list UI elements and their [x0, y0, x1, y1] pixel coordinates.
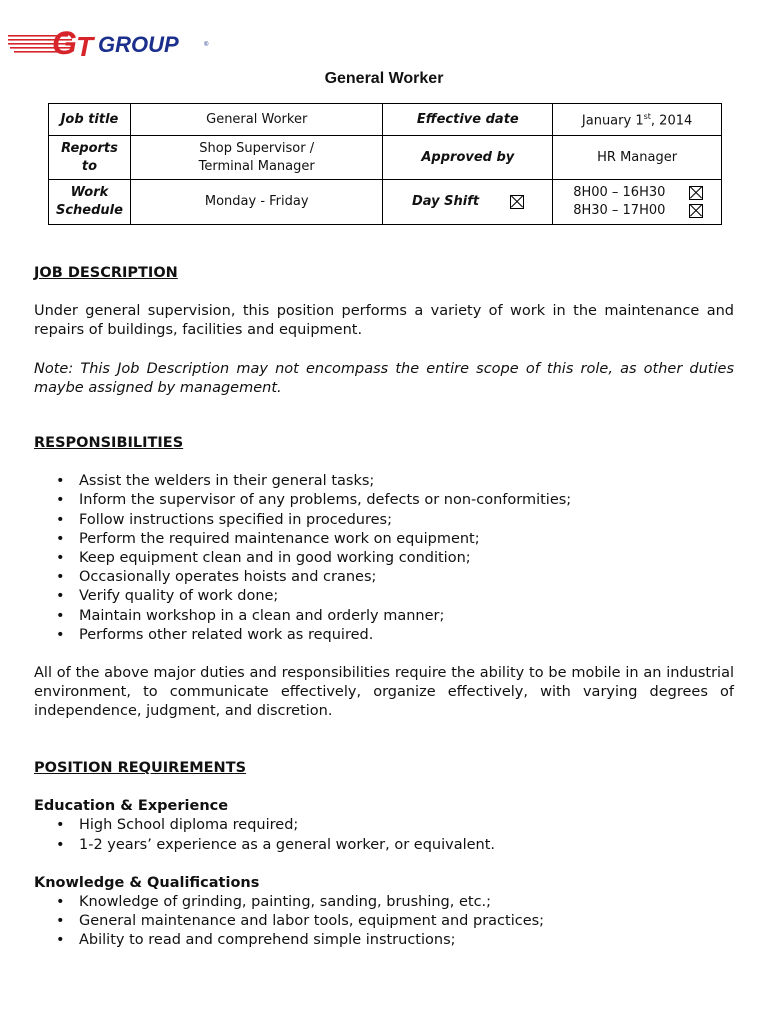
job-description-heading: JOB DESCRIPTION: [34, 265, 178, 281]
svg-text:®: ®: [204, 42, 209, 48]
effective-date-year: , 2014: [650, 113, 693, 129]
table-row: [49, 136, 722, 180]
responsibilities-heading: RESPONSIBILITIES: [34, 435, 184, 451]
approved-by-label: Approved by: [383, 136, 553, 180]
list-item: • Maintain workshop in a clean and orderly manner;: [34, 607, 734, 626]
responsibilities-summary: All of the above major duties and responsibilities require the ability to be mobile in an industrial environment, to communicate effectively, organize effectively, with varying degrees of independence, judgment, and discretion.: [34, 665, 734, 720]
position-requirements-section: [34, 759, 734, 951]
responsibilities-section: [34, 434, 734, 722]
job-description-section: [34, 264, 734, 398]
effective-date-value: January 1: [581, 113, 644, 129]
company-logo: [6, 24, 212, 64]
education-heading: Education & Experience: [34, 798, 229, 815]
document-title: General Worker: [324, 70, 444, 87]
knowledge-list: [34, 893, 734, 951]
shift-1-checkbox[interactable]: [689, 186, 703, 200]
list-item: • High School diploma required;: [34, 816, 734, 835]
shift-times-cell: [553, 180, 722, 225]
list-item: • Performs other related work as required.: [34, 626, 734, 645]
position-requirements-heading: POSITION REQUIREMENTS: [34, 760, 247, 776]
approved-by-value: HR Manager: [553, 136, 722, 180]
svg-text:GROUP: GROUP: [98, 32, 179, 57]
list-item: • Ability to read and comprehend simple instructions;: [34, 931, 734, 950]
shift-option-1: [557, 184, 717, 202]
shift-2-label: 8H30 – 17H00: [573, 203, 666, 218]
work-schedule-label-line1: Work: [70, 185, 109, 200]
reports-to-label: Reports to: [49, 136, 131, 180]
table-row: [49, 180, 722, 225]
day-shift-checkbox[interactable]: [510, 195, 524, 209]
shift-option-2: [557, 202, 717, 220]
knowledge-heading: Knowledge & Qualifications: [34, 874, 260, 891]
effective-date-sup: st: [643, 112, 651, 122]
day-shift-cell: [383, 180, 553, 225]
job-description-note: Note: This Job Description may not encompass the entire scope of this role, as other duties maybe assigned by management.: [34, 360, 734, 396]
work-schedule-label: [49, 180, 131, 225]
list-item: • Inform the supervisor of any problems, defects or non-conformities;: [34, 491, 734, 510]
work-schedule-value: Monday - Friday: [130, 180, 382, 225]
table-row: [49, 104, 722, 136]
list-item: • 1-2 years’ experience as a general worker, or equivalent.: [34, 836, 734, 855]
job-title-label: Job title: [49, 104, 131, 136]
reports-to-line2: Terminal Manager: [198, 158, 315, 174]
responsibilities-list: [34, 472, 734, 645]
work-schedule-label-line2: Schedule: [55, 203, 123, 218]
job-title-value: General Worker: [130, 104, 382, 136]
list-item: • Assist the welders in their general tasks;: [34, 472, 734, 491]
education-list: [34, 816, 734, 854]
svg-text:T: T: [76, 31, 94, 62]
list-item: • Follow instructions specified in procedures;: [34, 511, 734, 530]
list-item: • Knowledge of grinding, painting, sanding, brushing, etc.;: [34, 893, 734, 912]
reports-to-cell: [130, 136, 382, 180]
list-item: • Occasionally operates hoists and cranes;: [34, 568, 734, 587]
shift-1-label: 8H00 – 16H30: [573, 185, 666, 200]
day-shift-label: Day Shift: [412, 194, 480, 209]
effective-date-cell: [553, 104, 722, 136]
shift-2-checkbox[interactable]: [689, 204, 703, 218]
job-info-table: [48, 103, 722, 225]
effective-date-label: Effective date: [383, 104, 553, 136]
job-description-paragraph: Under general supervision, this position performs a variety of work in the maintenance and repairs of buildings, facilities and equipment.: [34, 303, 734, 339]
svg-text:G: G: [52, 25, 77, 61]
list-item: • Keep equipment clean and in good working condition;: [34, 549, 734, 568]
list-item: • General maintenance and labor tools, equipment and practices;: [34, 912, 734, 931]
gt-group-logo-graphic: [6, 24, 212, 64]
list-item: • Perform the required maintenance work on equipment;: [34, 530, 734, 549]
list-item: • Verify quality of work done;: [34, 587, 734, 606]
reports-to-line1: Shop Supervisor /: [199, 140, 315, 156]
